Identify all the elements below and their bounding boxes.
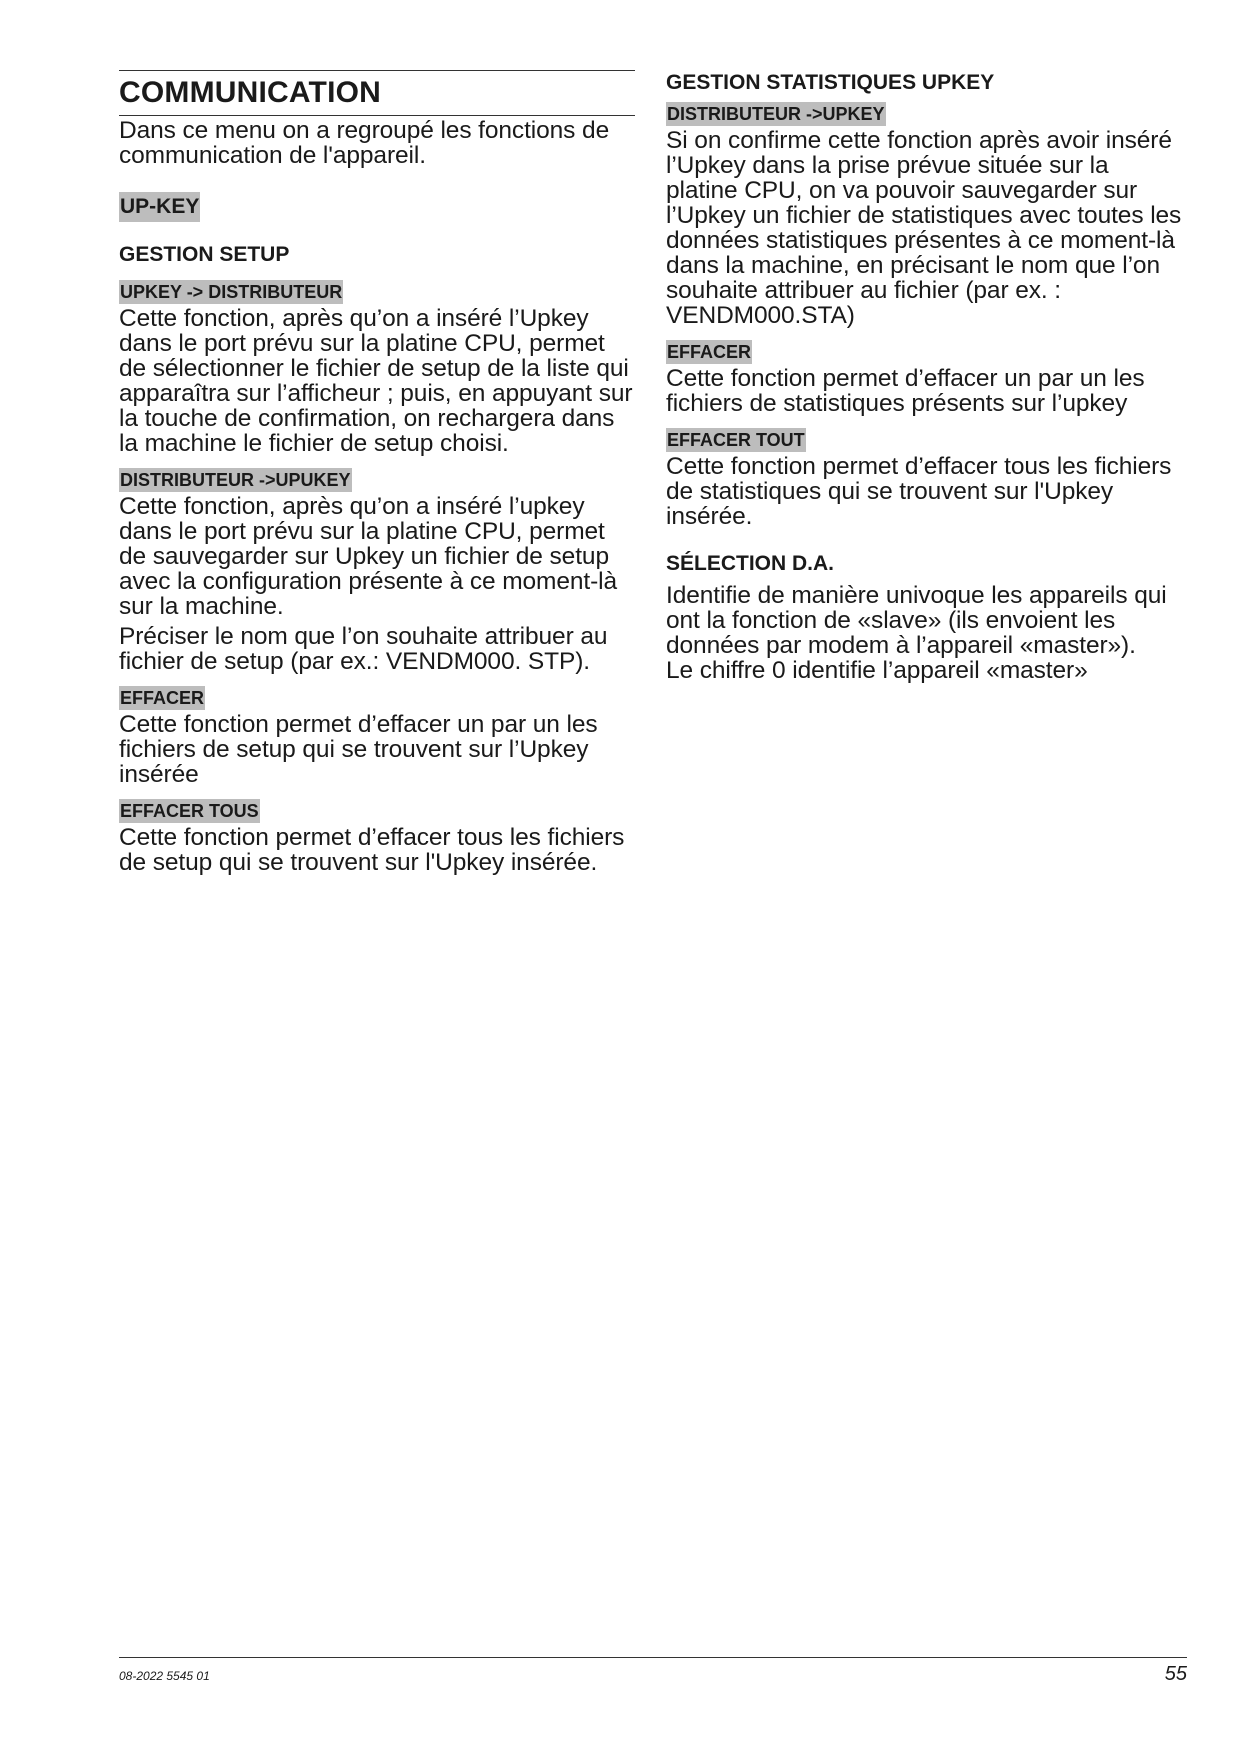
distributeur-upkey-stats-tag: DISTRIBUTEUR ->UPKEY [667,104,885,124]
gestion-statistiques-heading: GESTION STATISTIQUES UPKEY [666,71,995,94]
upkey-tag: UP-KEY [119,192,200,222]
right-column [666,70,1186,683]
effacer-tag: EFFACER [120,688,205,708]
effacer-paragraph: Cette fonction permet d’effacer un par un les fichiers de setup qui se trouvent sur l’Upkey insérée [119,711,598,788]
document-code: 08-2022 5545 01 [119,1669,210,1683]
footer-rule [119,1657,1187,1658]
section-title: COMMUNICATION [119,76,382,109]
left-column [119,70,635,875]
distributeur-upkey-tag: DISTRIBUTEUR ->UPUKEY [120,470,351,490]
upkey-distributeur-paragraph: Cette fonction, après qu’on a inséré l’Upkey dans le port prévu sur la platine CPU, permet de sélectionner le fichier de setup de la liste qui apparaîtra sur l’afficheur ; puis, en appuyant sur la touche de confirmation, on rechargera dans la machine le fichier de setup choisi. [119,305,633,457]
upkey-distributeur-tag: UPKEY -> DISTRIBUTEUR [120,282,343,302]
selection-da-paragraph-2: Le chiffre 0 identifie l’appareil «master» [666,657,1088,684]
page-footer [119,1657,1187,1685]
distributeur-upkey-stats-paragraph: Si on confirme cette fonction après avoir inséré l’Upkey dans la prise prévue située sur la platine CPU, on va pouvoir sauvegarder sur l’Upkey un fichier de statistiques avec toutes les données statistiques présentes à ce moment-là dans la machine, en précisant le nom que l’on souhaite attribuer au fichier (par ex. : VENDM000.STA) [666,127,1182,329]
distributeur-upkey-paragraph-1: Cette fonction, après qu’on a inséré l’upkey dans le port prévu sur la platine CPU, permet de sauvegarder sur Upkey un fichier de setup avec la configuration présente à ce moment-là sur la machine. [119,493,618,620]
effacer-stats-tag: EFFACER [667,342,752,362]
distributeur-upkey-paragraph-2: Préciser le nom que l’on souhaite attribuer au fichier de setup (par ex.: VENDM000. STP). [119,623,608,675]
title-underline [119,115,635,116]
page-number: 55 [1164,1663,1187,1685]
effacer-stats-paragraph: Cette fonction permet d’effacer un par un les fichiers de statistiques présents sur l’upkey [666,365,1145,417]
intro-paragraph: Dans ce menu on a regroupé les fonctions de communication de l'appareil. [119,117,610,169]
effacer-tout-tag: EFFACER TOUT [667,430,805,450]
gestion-setup-heading: GESTION SETUP [119,243,290,266]
effacer-tous-tag: EFFACER TOUS [120,801,259,821]
effacer-tout-paragraph: Cette fonction permet d’effacer tous les fichiers de statistiques qui se trouvent sur l'Upkey insérée. [666,453,1172,530]
selection-da-heading: SÉLECTION D.A. [666,552,835,575]
selection-da-paragraph-1: Identifie de manière univoque les appareils qui ont la fonction de «slave» (ils envoient les données par modem à l’appareil «master»). [666,582,1167,659]
effacer-tous-paragraph: Cette fonction permet d’effacer tous les fichiers de setup qui se trouvent sur l'Upkey insérée. [119,824,625,876]
top-rule [119,70,635,71]
